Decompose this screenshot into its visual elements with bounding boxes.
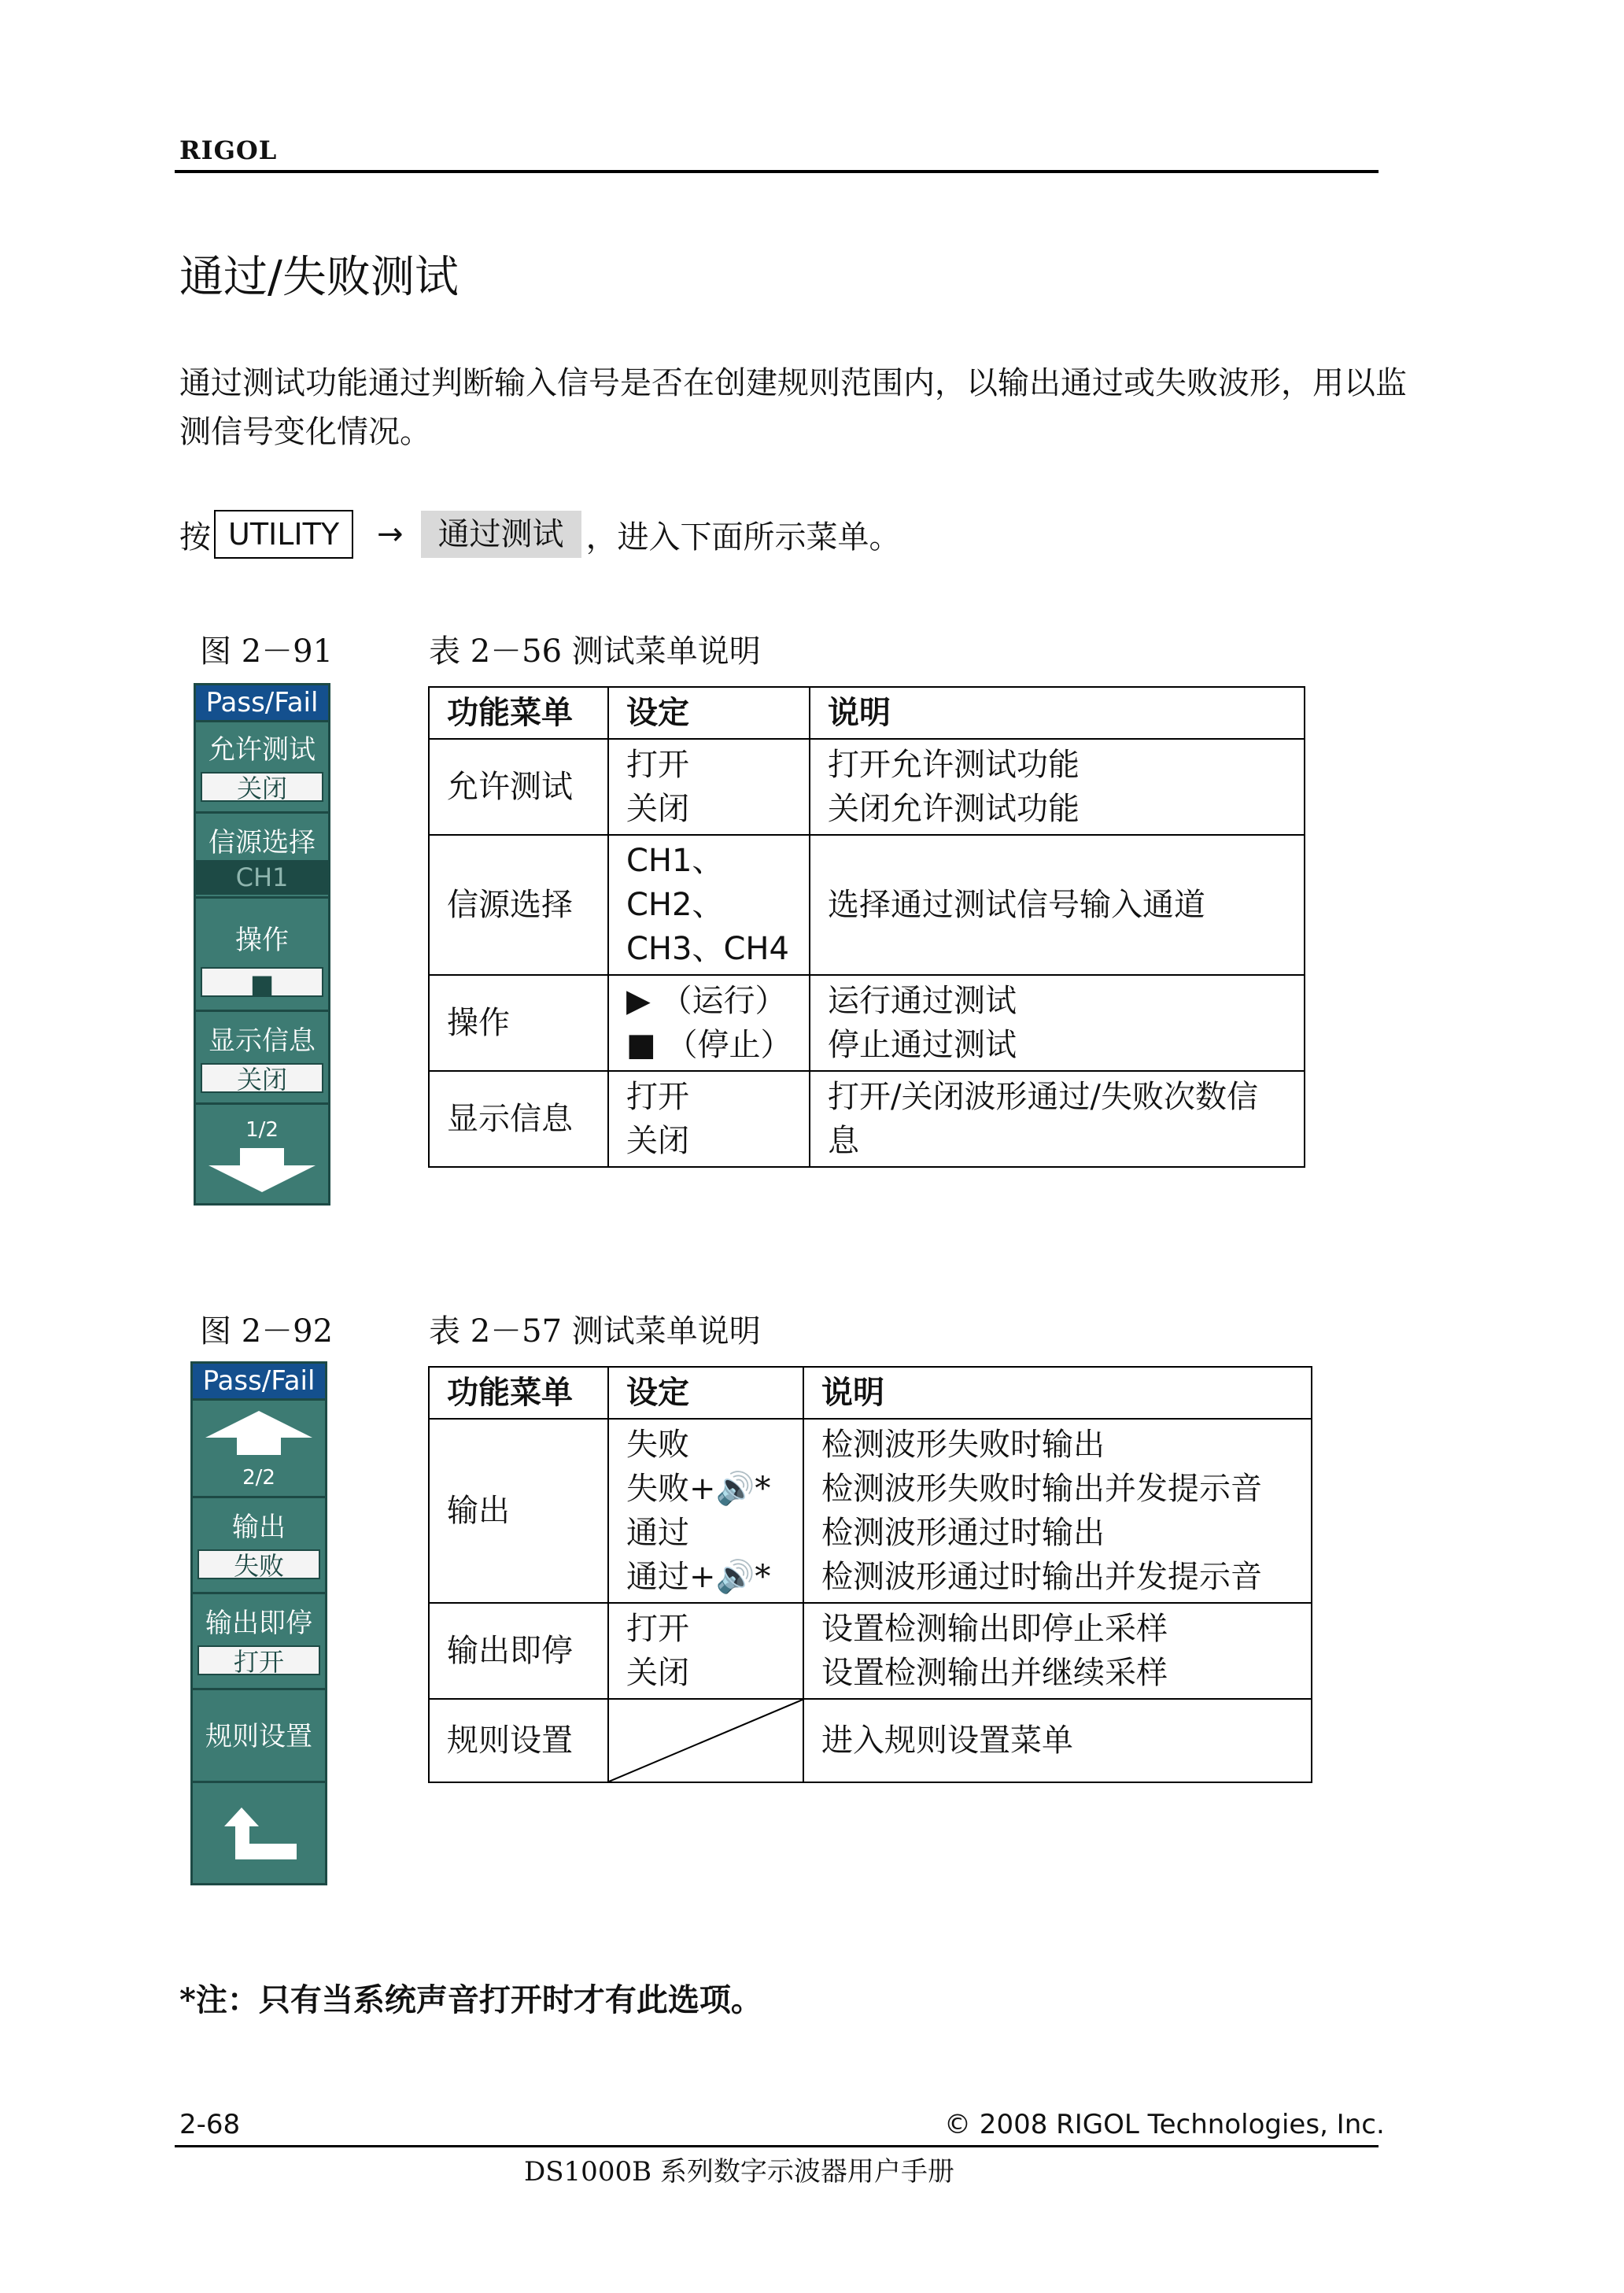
instruction-line [179, 507, 901, 562]
menu-title: Pass/Fail [196, 685, 328, 720]
header-cell: 说明 [803, 1367, 1312, 1419]
desc-cell [810, 739, 1305, 835]
intro-paragraph: 通过测试功能通过判断输入信号是否在创建规则范围内，以输出通过或失败波形，用以监测信号变化情况。 [179, 365, 1407, 450]
menu-item-enable-test-label[interactable]: 允许测试 [209, 734, 316, 766]
setting-line: 关闭 [626, 791, 689, 827]
desc-line: 设置检测输出并继续采样 [821, 1655, 1168, 1691]
menu-separator [196, 896, 328, 899]
diagonal-line [609, 1700, 803, 1782]
footnote: *注：只有当系统声音打开时才有此选项。 [179, 1981, 762, 2018]
desc-line: 打开允许测试功能 [828, 747, 1080, 783]
setting-line: 关闭 [626, 1123, 689, 1159]
menu-item-source-value[interactable]: CH1 [196, 860, 328, 895]
figure-caption: 图 2－91 [200, 633, 334, 670]
setting-line: 打开 [626, 1079, 689, 1115]
desc-line: 打开/关闭波形通过/失败次数信 [828, 1079, 1258, 1115]
menu-separator [196, 811, 328, 814]
menu-title: Pass/Fail [193, 1364, 325, 1398]
setting-line: CH1、CH2、 [626, 843, 724, 923]
table-row [429, 1603, 1312, 1699]
settings-cell [608, 1419, 803, 1603]
footer-divider [175, 2145, 1379, 2147]
menu-item-output-value[interactable]: 失败 [197, 1549, 320, 1579]
arrow-right-icon: → [377, 516, 404, 552]
instruction-prefix: 按 [179, 519, 211, 556]
table-row [429, 975, 1305, 1071]
menu-item-display-value[interactable]: 关闭 [201, 1063, 323, 1093]
menu-item-output-label[interactable]: 输出 [232, 1512, 286, 1543]
menu-page-indicator: 2/2 [242, 1466, 275, 1490]
desc-line: 检测波形通过时输出 [821, 1515, 1105, 1551]
return-arrow-icon[interactable] [224, 1807, 297, 1863]
setting-line: ▶ （运行） [626, 983, 787, 1019]
table-caption: 表 2－57 测试菜单说明 [429, 1313, 761, 1350]
table-header-row [429, 687, 1305, 739]
settings-cell [608, 739, 810, 835]
menu-page-indicator: 1/2 [245, 1118, 279, 1142]
table-row [429, 835, 1305, 975]
menu-separator [193, 1496, 325, 1498]
desc-cell [810, 1071, 1305, 1167]
table-row [429, 1071, 1305, 1167]
menu-item-enable-test-value[interactable]: 关闭 [201, 772, 323, 802]
table-row [429, 739, 1305, 835]
settings-cell-empty [608, 1699, 803, 1782]
desc-line: 进入规则设置菜单 [821, 1723, 1073, 1759]
header-cell: 设定 [608, 687, 810, 739]
menu-cell: 输出即停 [429, 1603, 608, 1699]
header-cell: 功能菜单 [429, 687, 608, 739]
menu-item-stop-on-output-value[interactable]: 打开 [197, 1645, 320, 1675]
utility-key[interactable]: UTILITY [214, 510, 353, 559]
pass-fail-menu-page2 [190, 1361, 327, 1885]
table-caption: 表 2－56 测试菜单说明 [429, 633, 761, 670]
section-title: 通过/失败测试 [179, 252, 459, 303]
menu-item-operate-label[interactable]: 操作 [235, 925, 289, 956]
menu-item-source-label[interactable]: 信源选择 [209, 827, 316, 858]
page-down-arrow-icon[interactable] [209, 1148, 316, 1192]
settings-cell [608, 975, 810, 1071]
settings-cell [608, 1603, 803, 1699]
desc-line: 停止通过测试 [828, 1027, 1017, 1063]
header-cell: 设定 [608, 1367, 803, 1419]
settings-cell [608, 1071, 810, 1167]
desc-line: 息 [828, 1123, 859, 1159]
setting-line: 打开 [626, 747, 689, 783]
setting-line: CH3、CH4 [626, 931, 789, 967]
desc-line: 检测波形失败时输出并发提示音 [821, 1471, 1262, 1507]
menu-separator [193, 1688, 325, 1690]
menu-cell: 信源选择 [429, 835, 608, 975]
desc-line: 运行通过测试 [828, 983, 1017, 1019]
setting-line: ■ （停止） [626, 1027, 792, 1063]
desc-line: 选择通过测试信号输入通道 [828, 887, 1205, 923]
menu-cell: 允许测试 [429, 739, 608, 835]
pass-fail-softkey[interactable]: 通过测试 [421, 511, 581, 558]
menu-item-operate-value[interactable]: ■ [201, 967, 323, 997]
menu-cell: 显示信息 [429, 1071, 608, 1167]
brand-logo: RIGOL [179, 135, 278, 165]
pass-fail-menu-page1 [194, 683, 330, 1206]
menu-separator [193, 1398, 325, 1401]
settings-cell [608, 835, 810, 975]
desc-line: 检测波形通过时输出并发提示音 [821, 1559, 1262, 1595]
menu-separator [193, 1781, 325, 1783]
menu-cell: 规则设置 [429, 1699, 608, 1782]
menu-separator [196, 1010, 328, 1012]
page-up-arrow-icon[interactable] [205, 1411, 312, 1455]
copyright: © 2008 RIGOL Technologies, Inc. [944, 2109, 1385, 2140]
setting-line-with-speaker-icon: 通过+🔊* [626, 1559, 771, 1595]
desc-cell [803, 1699, 1312, 1782]
instruction-suffix: ，进入下面所示菜单。 [585, 519, 901, 556]
test-menu-table-1 [428, 686, 1305, 1168]
header-divider [175, 170, 1379, 173]
menu-item-stop-on-output-label[interactable]: 输出即停 [205, 1608, 312, 1639]
desc-cell [810, 975, 1305, 1071]
desc-cell [810, 835, 1305, 975]
desc-line: 检测波形失败时输出 [821, 1427, 1105, 1463]
menu-separator [196, 1102, 328, 1105]
table-row [429, 1699, 1312, 1782]
desc-line: 关闭允许测试功能 [828, 791, 1080, 827]
header-cell: 功能菜单 [429, 1367, 608, 1419]
menu-cell: 输出 [429, 1419, 608, 1603]
manual-title: DS1000B 系列数字示波器用户手册 [524, 2156, 954, 2188]
figure-caption: 图 2－92 [200, 1313, 334, 1350]
menu-item-rule-settings[interactable]: 规则设置 [205, 1721, 312, 1752]
setting-line-with-speaker-icon: 失败+🔊* [626, 1471, 771, 1507]
setting-line: 打开 [626, 1611, 689, 1647]
setting-line: 关闭 [626, 1655, 689, 1691]
table-header-row [429, 1367, 1312, 1419]
setting-line: 通过 [626, 1515, 689, 1551]
menu-separator [196, 720, 328, 722]
setting-line: 失败 [626, 1427, 689, 1463]
table-row [429, 1419, 1312, 1603]
desc-line: 设置检测输出即停止采样 [821, 1611, 1168, 1647]
page-number: 2-68 [179, 2109, 241, 2140]
desc-cell [803, 1603, 1312, 1699]
test-menu-table-2 [428, 1366, 1312, 1783]
desc-cell [803, 1419, 1312, 1603]
menu-separator [193, 1592, 325, 1594]
header-cell: 说明 [810, 687, 1305, 739]
menu-item-display-label[interactable]: 显示信息 [209, 1025, 316, 1057]
menu-cell: 操作 [429, 975, 608, 1071]
